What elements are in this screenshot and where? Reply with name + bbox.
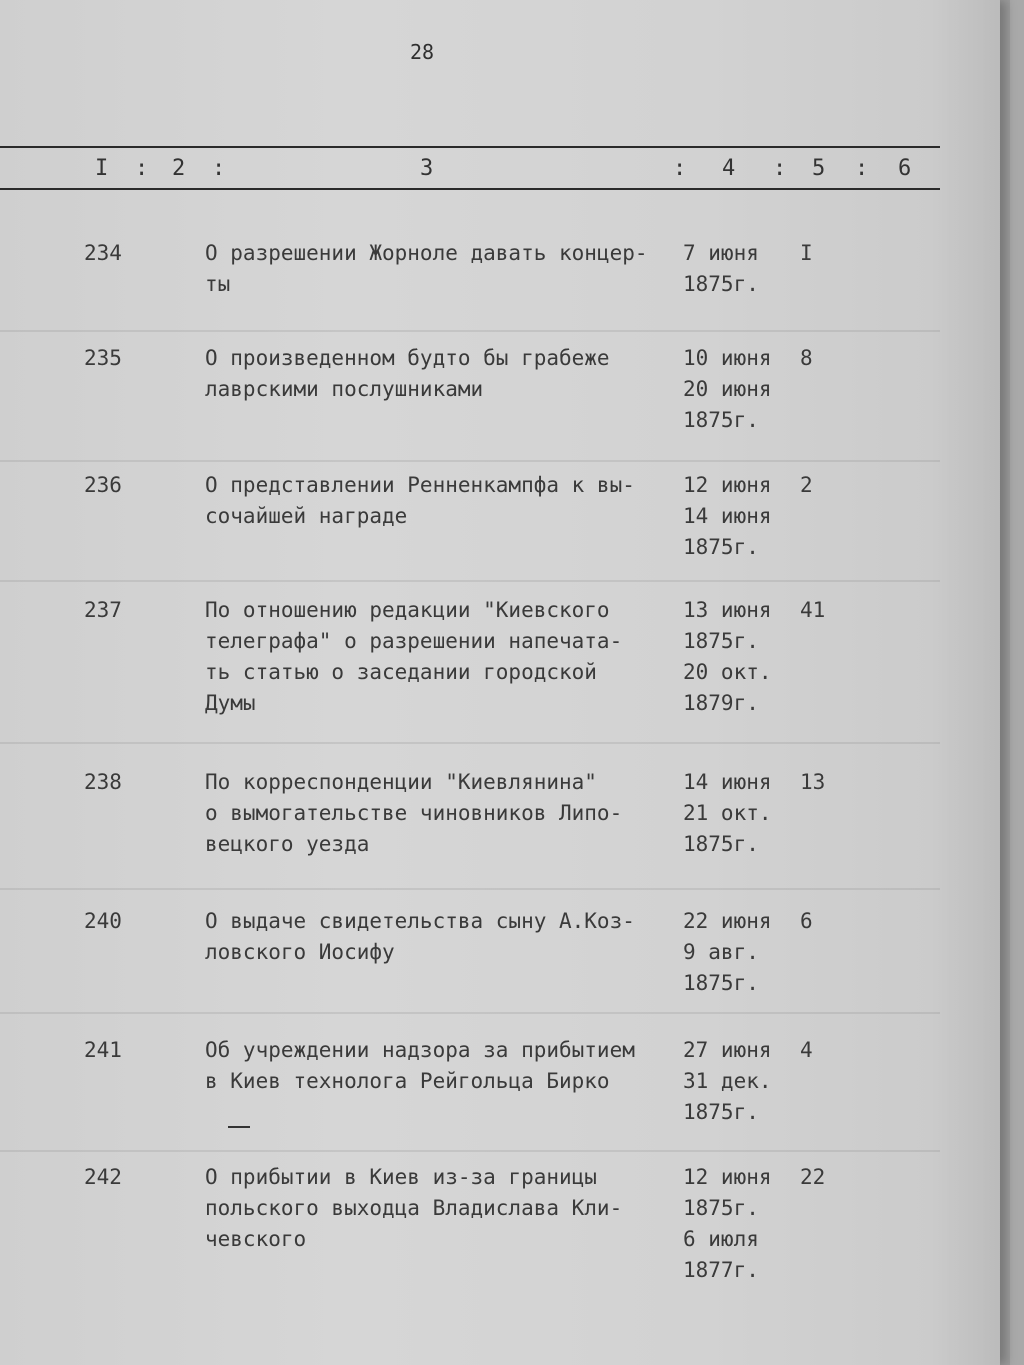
date-line: 7 июня — [683, 241, 759, 265]
sheet-count: 41 — [800, 598, 826, 622]
date-line: 1875г. — [683, 629, 759, 653]
title-line: телеграфа" о разрешении напечата- — [205, 629, 623, 653]
faint-rule — [0, 330, 940, 332]
date-line: 20 окт. — [683, 660, 772, 684]
date-line: 14 июня — [683, 504, 772, 528]
date-line: 1875г. — [683, 272, 759, 296]
sheet-count: 6 — [800, 909, 813, 933]
title-line: Думы — [205, 691, 256, 715]
case-title — [205, 238, 675, 300]
title-line: вецкого уезда — [205, 832, 370, 856]
date-line: 12 июня — [683, 473, 772, 497]
page-number: 28 — [410, 40, 435, 64]
case-title — [205, 906, 675, 968]
case-title — [205, 1162, 675, 1255]
date-line: 9 авг. — [683, 940, 759, 964]
case-dates — [683, 906, 793, 999]
faint-rule — [0, 580, 940, 582]
col-sep: : — [773, 156, 787, 181]
sheet-count: 22 — [800, 1165, 826, 1189]
date-line: 6 июля — [683, 1227, 759, 1251]
date-line: 1875г. — [683, 1196, 759, 1220]
title-line: О произведенном будто бы грабеже — [205, 346, 610, 370]
faint-rule — [0, 888, 940, 890]
title-line: Об учреждении надзора за прибытием — [205, 1038, 635, 1062]
col-header-1: I — [95, 156, 109, 181]
faint-rule — [0, 460, 940, 462]
case-dates — [683, 767, 793, 860]
title-line: О прибытии в Киев из-за границы — [205, 1165, 597, 1189]
case-number: 240 — [84, 909, 122, 933]
col-header-6: 6 — [898, 156, 912, 181]
date-line: 1879г. — [683, 691, 759, 715]
col-header-2: 2 — [172, 156, 186, 181]
date-line: 27 июня — [683, 1038, 772, 1062]
col-sep: : — [135, 156, 149, 181]
case-number: 241 — [84, 1038, 122, 1062]
faint-rule — [0, 742, 940, 744]
date-line: 1875г. — [683, 832, 759, 856]
date-line: 31 дек. — [683, 1069, 772, 1093]
case-dates — [683, 1035, 793, 1128]
title-line: ть статью о заседании городской — [205, 660, 597, 684]
title-line: сочайшей награде — [205, 504, 408, 528]
date-line: 1875г. — [683, 971, 759, 995]
col-header-5: 5 — [812, 156, 826, 181]
case-number: 238 — [84, 770, 122, 794]
col-sep: : — [855, 156, 869, 181]
date-line: 14 июня — [683, 770, 772, 794]
col-sep: : — [212, 156, 226, 181]
date-line: 1875г. — [683, 408, 759, 432]
date-line: 1875г. — [683, 1100, 759, 1124]
sheet-count: I — [800, 241, 813, 265]
case-dates — [683, 470, 793, 563]
sheet-count: 2 — [800, 473, 813, 497]
title-line: лаврскими послушниками — [205, 377, 484, 401]
sheet-count: 13 — [800, 770, 826, 794]
title-line: О разрешении Жорноле давать концер- — [205, 241, 648, 265]
case-dates — [683, 1162, 793, 1286]
date-line: 10 июня — [683, 346, 772, 370]
title-line: о вымогательстве чиновников Липо- — [205, 801, 623, 825]
col-header-4: 4 — [722, 156, 736, 181]
date-line: 13 июня — [683, 598, 772, 622]
title-line: О представлении Ренненкампфа к вы- — [205, 473, 635, 497]
title-line: чевского — [205, 1227, 307, 1251]
title-line: По отношению редакции "Киевского — [205, 598, 610, 622]
page-edge-shadow — [930, 0, 1010, 1365]
case-title — [205, 470, 675, 532]
title-line: По корреспонденции "Киевлянина" — [205, 770, 597, 794]
case-number: 236 — [84, 473, 122, 497]
date-line: 21 окт. — [683, 801, 772, 825]
date-line: 1877г. — [683, 1258, 759, 1282]
case-number: 234 — [84, 241, 122, 265]
header-bottom-rule — [0, 188, 940, 190]
date-line: 12 июня — [683, 1165, 772, 1189]
case-dates — [683, 238, 793, 300]
sheet-count: 4 — [800, 1038, 813, 1062]
case-dates — [683, 595, 793, 719]
date-line: 22 июня — [683, 909, 772, 933]
title-line: ты — [205, 272, 231, 296]
title-line: польского выходца Владислава Кли- — [205, 1196, 623, 1220]
faint-rule — [0, 1150, 940, 1152]
date-line: 20 июня — [683, 377, 772, 401]
title-line: ловского Иосифу — [205, 940, 395, 964]
case-title — [205, 1035, 675, 1097]
date-line: 1875г. — [683, 535, 759, 559]
title-line: О выдаче свидетельства сыну А.Коз- — [205, 909, 635, 933]
dash-mark — [228, 1126, 250, 1128]
case-title — [205, 343, 675, 405]
case-dates — [683, 343, 793, 436]
col-header-3: 3 — [420, 156, 434, 181]
case-number: 237 — [84, 598, 122, 622]
case-title — [205, 595, 675, 719]
col-sep: : — [673, 156, 687, 181]
case-title — [205, 767, 675, 860]
title-line: в Киев технолога Рейгольца Бирко — [205, 1069, 610, 1093]
sheet-count: 8 — [800, 346, 813, 370]
faint-rule — [0, 1012, 940, 1014]
case-number: 242 — [84, 1165, 122, 1189]
header-top-rule — [0, 146, 940, 148]
case-number: 235 — [84, 346, 122, 370]
